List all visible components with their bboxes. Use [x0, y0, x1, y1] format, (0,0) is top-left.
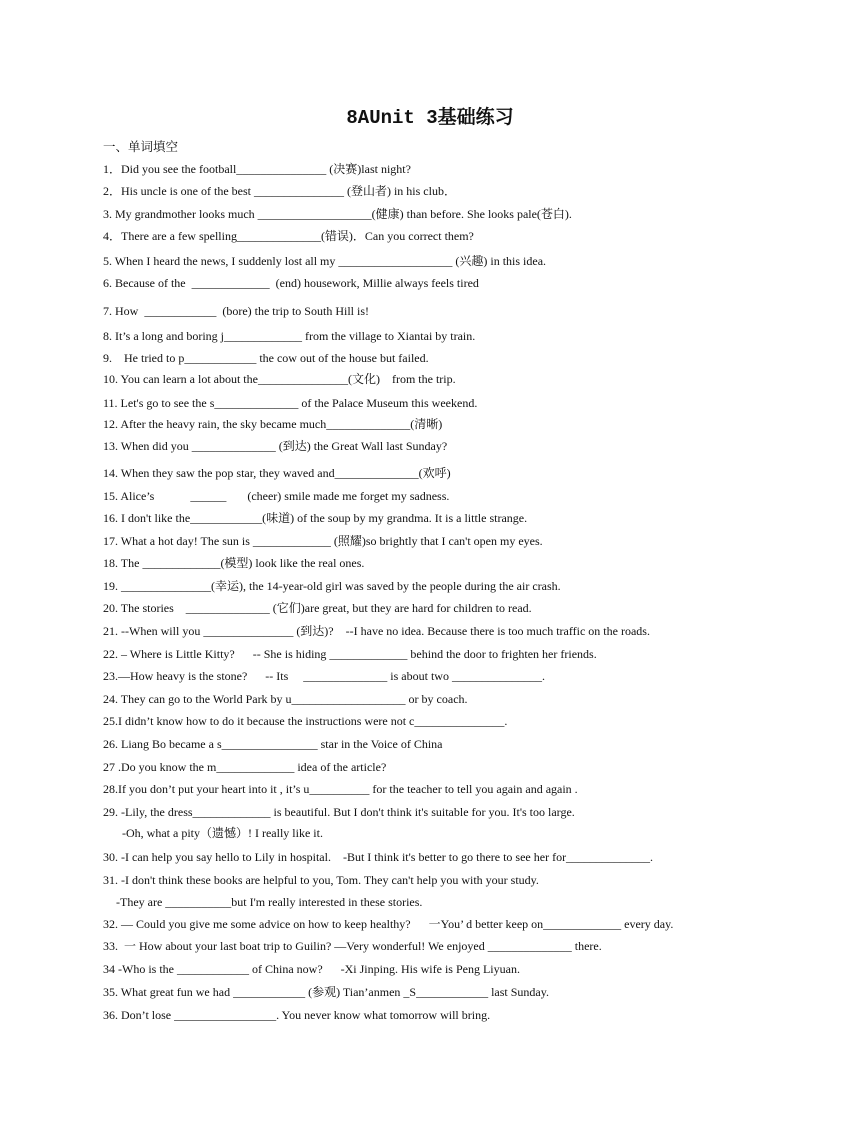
question-11: 11. Let's go to see the s______________ of the Palace Museum this weekend. [103, 396, 478, 410]
section-heading: 一、单词填空 [103, 140, 179, 154]
question-5: 5. When I heard the news, I suddenly lost all my ___________________ (兴趣) in this idea. [103, 254, 547, 268]
question-2: 2．His uncle is one of the best _______________ (登山者) in his club． [103, 184, 456, 198]
question-6: 6. Because of the _____________ (end) housework, Millie always feels tired [103, 276, 479, 290]
question-27: 27 .Do you know the m_____________ idea of the article? [103, 760, 387, 774]
question-22: 22. – Where is Little Kitty? -- She is hiding _____________ behind the door to frighten her friends. [103, 647, 597, 661]
question-32: 32. — Could you give me some advice on how to keep healthy? 一You’ d better keep on_____________ every day. [103, 917, 674, 931]
question-26: 26. Liang Bo became a s________________ star in the Voice of China [103, 737, 443, 751]
question-16: 16. I don't like the____________(味道) of the soup by my grandma. It is a little strange. [103, 511, 528, 525]
question-4: 4．There are a few spelling______________(错误)．Can you correct them? [103, 229, 474, 243]
question-1: 1．Did you see the football_______________ (决赛)last night? [103, 162, 411, 176]
page-title: 8AUnit 3基础练习 [346, 107, 514, 129]
question-8: 8. It’s a long and boring j_____________ from the village to Xiantai by train. [103, 329, 476, 343]
question-24: 24. They can go to the World Park by u___________________ or by coach. [103, 692, 468, 706]
question-28: 28.If you don’t put your heart into it , it’s u__________ for the teacher to tell you again and again . [103, 782, 578, 796]
question-17: 17. What a hot day! The sun is _____________ (照耀)so brightly that I can't open my eyes. [103, 534, 543, 548]
question-13: 13. When did you ______________ (到达) the Great Wall last Sunday? [103, 439, 448, 453]
question-33: 33. 一 How about your last boat trip to Guilin? —Very wonderful! We enjoyed ______________ there. [103, 939, 602, 953]
question-10: 10. You can learn a lot about the_______________(文化) from the trip. [103, 372, 456, 386]
question-18: 18. The _____________(模型) look like the real ones. [103, 556, 365, 570]
question-3: 3. My grandmother looks much ___________________(健康) than before. She looks pale(苍白). [103, 207, 572, 221]
question-7: 7. How ____________ (bore) the trip to South Hill is! [103, 304, 369, 318]
question-35: 35. What great fun we had ____________ (参观) Tian’anmen _S____________ last Sunday. [103, 985, 549, 999]
question-15: 15. Alice’s ______ (cheer) smile made me forget my sadness. [103, 489, 450, 503]
question-31-reply: -They are ___________but I'm really interested in these stories. [116, 895, 423, 909]
question-36: 36. Don’t lose _________________. You never know what tomorrow will bring. [103, 1008, 491, 1022]
question-29-reply: -Oh, what a pity（遗憾）! I really like it. [122, 826, 323, 840]
question-31: 31. -I don't think these books are helpful to you, Tom. They can't help you with your study. [103, 873, 539, 887]
question-29: 29. -Lily, the dress_____________ is beautiful. But I don't think it's suitable for you. It's too large. [103, 805, 575, 819]
question-21: 21. --When will you _______________ (到达)? --I have no idea. Because there is too much traffic on the roads. [103, 624, 650, 638]
question-20: 20. The stories ______________ (它们)are great, but they are hard for children to read. [103, 601, 532, 615]
question-34: 34 -Who is the ____________ of China now? -Xi Jinping. His wife is Peng Liyuan. [103, 962, 520, 976]
question-12: 12. After the heavy rain, the sky became much______________(清晰) [103, 417, 443, 431]
question-19: 19. _______________(幸运), the 14-year-old girl was saved by the people during the air crash. [103, 579, 561, 593]
question-9: 9. He tried to p____________ the cow out of the house but failed. [103, 351, 429, 365]
question-25: 25.I didn’t know how to do it because the instructions were not c_______________. [103, 714, 508, 728]
question-14: 14. When they saw the pop star, they waved and______________(欢呼) [103, 466, 451, 480]
question-30: 30. -I can help you say hello to Lily in hospital. -But I think it's better to go there to see her for______________. [103, 850, 654, 864]
question-23: 23.—How heavy is the stone? -- Its ______________ is about two _______________. [103, 669, 545, 683]
